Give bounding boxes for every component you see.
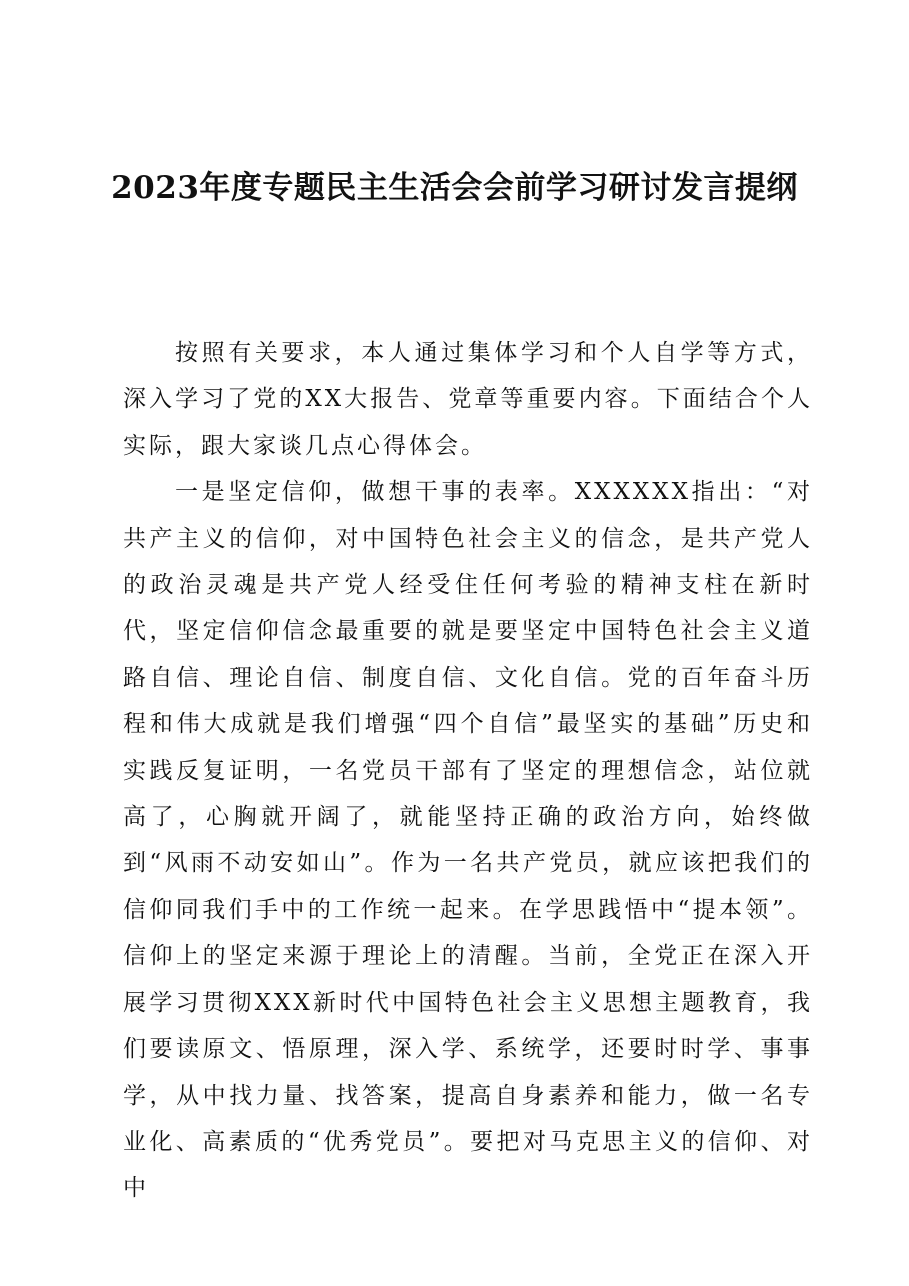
document-title: 2023年度专题民主生活会会前学习研讨发言提纲 <box>111 170 798 206</box>
paragraph-intro: 按照有关要求，本人通过集体学习和个人自学等方式，深入学习了党的XX大报告、党章等重要内容。下面结合个人实际，跟大家谈几点心得体会。 <box>123 340 813 459</box>
document-body <box>123 330 813 1212</box>
paragraph-point-one: 一是坚定信仰，做想干事的表率。XXXXXX指出：“对共产主义的信仰，对中国特色社会主义的信念，是共产党人的政治灵魂是共产党人经受住任何考验的精神支柱在新时代，坚定信仰信念最重要的就是要坚定中国特色社会主义道路自信、理论自信、制度自信、文化自信。党的百年奋斗历程和伟大成就是我们增强“四个自信”最坚实的基础”历史和实践反复证明，一名党员干部有了坚定的理想信念，站位就高了，心胸就开阔了，就能坚持正确的政治方向，始终做到“风雨不动安如山”。作为一名共产党员，就应该把我们的信仰同我们手中的工作统一起来。在学思践悟中“提本领”。信仰上的坚定来源于理论上的清醒。当前，全党正在深入开展学习贯彻XXX新时代中国特色社会主义思想主题教育，我们要读原文、悟原理，深入学、系统学，还要时时学、事事学，从中找力量、找答案，提高自身素养和能力，做一名专业化、高素质的“优秀党员”。要把对马克思主义的信仰、对中 <box>123 479 813 1202</box>
